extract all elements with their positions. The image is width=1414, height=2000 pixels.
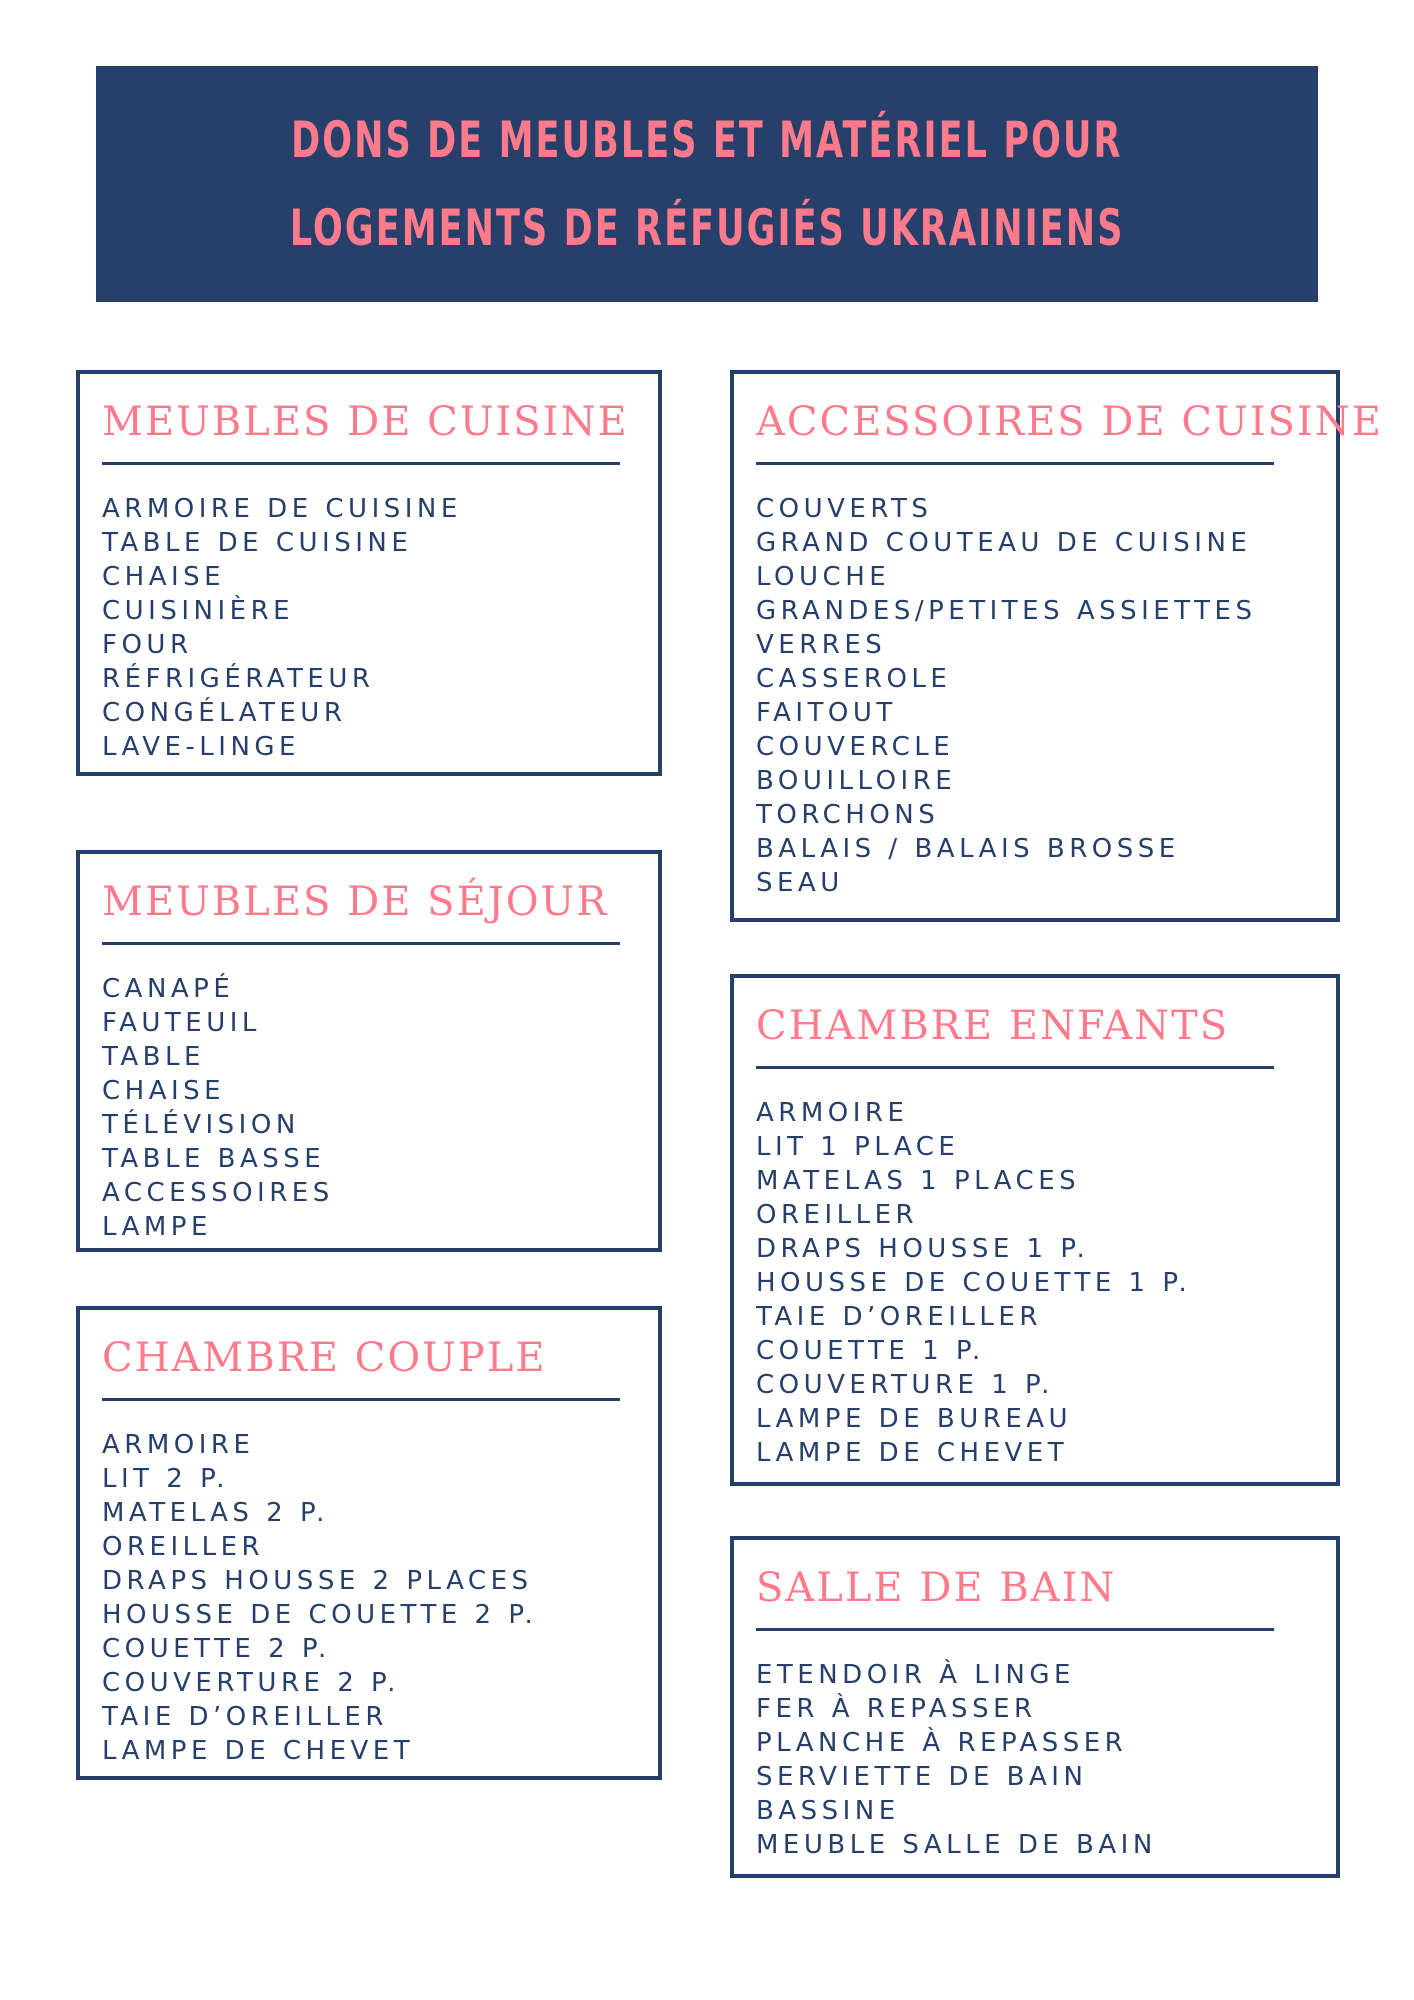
page-title-line-2: LOGEMENTS DE RÉFUGIÉS UKRAINIENS: [289, 199, 1125, 257]
section-chambre-enfants: [730, 974, 1340, 1486]
list-item: TAIE D’OREILLER: [756, 1302, 1042, 1332]
section-divider: [102, 462, 620, 465]
list-item: MATELAS 1 PLACES: [756, 1166, 1081, 1196]
item-list: [756, 1658, 1157, 1862]
list-item: FER À REPASSER: [756, 1694, 1037, 1724]
list-item: COUVERTURE 1 P.: [756, 1370, 1054, 1400]
list-item: CUISINIÈRE: [102, 596, 295, 626]
section-title: MEUBLES DE CUISINE: [102, 399, 629, 445]
list-item: LAVE-LINGE: [102, 732, 300, 762]
section-accessoires-cuisine: [730, 370, 1383, 922]
list-item: COUVERTURE 2 P.: [102, 1668, 400, 1698]
section-chambre-couple: [76, 1306, 662, 1780]
list-item: COUETTE 2 P.: [102, 1634, 331, 1664]
header-banner: [96, 66, 1318, 302]
list-item: LAMPE DE CHEVET: [102, 1736, 415, 1766]
section-divider: [102, 1398, 620, 1401]
section-meubles-sejour: [76, 850, 662, 1252]
list-item: HOUSSE DE COUETTE 2 P.: [102, 1600, 538, 1630]
section-title: ACCESSOIRES DE CUISINE: [756, 399, 1383, 445]
list-item: CHAISE: [102, 1076, 226, 1106]
section-meubles-cuisine: [76, 370, 662, 776]
list-item: FAUTEUIL: [102, 1008, 261, 1038]
list-item: LAMPE DE CHEVET: [756, 1438, 1069, 1468]
list-item: FAITOUT: [756, 698, 897, 728]
list-item: GRAND COUTEAU DE CUISINE: [756, 528, 1252, 558]
list-item: MATELAS 2 P.: [102, 1498, 329, 1528]
list-item: ARMOIRE DE CUISINE: [102, 494, 462, 524]
list-item: LIT 2 P.: [102, 1464, 229, 1494]
list-item: ACCESSOIRES: [102, 1178, 334, 1208]
section-divider: [756, 1066, 1274, 1069]
list-item: TÉLÉVISION: [102, 1110, 300, 1140]
list-item: CASSEROLE: [756, 664, 952, 694]
list-item: CANAPÉ: [102, 974, 235, 1004]
list-item: BALAIS / BALAIS BROSSE: [756, 834, 1180, 864]
section-title: CHAMBRE ENFANTS: [756, 1003, 1230, 1049]
list-item: ARMOIRE: [756, 1098, 909, 1128]
list-item: COUETTE 1 P.: [756, 1336, 985, 1366]
list-item: COUVERCLE: [756, 732, 955, 762]
list-item: GRANDES/PETITES ASSIETTES: [756, 596, 1257, 626]
list-item: MEUBLE SALLE DE BAIN: [756, 1830, 1157, 1860]
list-item: DRAPS HOUSSE 1 P.: [756, 1234, 1090, 1264]
list-item: BASSINE: [756, 1796, 900, 1826]
list-item: OREILLER: [756, 1200, 919, 1230]
item-list: [756, 1096, 1191, 1470]
list-item: ETENDOIR À LINGE: [756, 1660, 1075, 1690]
section-divider: [102, 942, 620, 945]
list-item: TABLE BASSE: [102, 1144, 326, 1174]
list-item: SERVIETTE DE BAIN: [756, 1762, 1088, 1792]
list-item: LAMPE: [102, 1212, 212, 1242]
section-divider: [756, 1628, 1274, 1631]
item-list: [102, 972, 334, 1244]
section-title: SALLE DE BAIN: [756, 1565, 1117, 1611]
list-item: OREILLER: [102, 1532, 265, 1562]
list-item: HOUSSE DE COUETTE 1 P.: [756, 1268, 1192, 1298]
section-title: MEUBLES DE SÉJOUR: [102, 879, 609, 925]
item-list: [102, 492, 462, 764]
list-item: LIT 1 PLACE: [756, 1132, 960, 1162]
list-item: RÉFRIGÉRATEUR: [102, 664, 375, 694]
list-item: COUVERTS: [756, 494, 933, 524]
section-title: CHAMBRE COUPLE: [102, 1335, 547, 1381]
section-salle-de-bain: [730, 1536, 1340, 1878]
page-title-line-1: DONS DE MEUBLES ET MATÉRIEL POUR: [291, 111, 1123, 169]
list-item: LOUCHE: [756, 562, 891, 592]
list-item: ARMOIRE: [102, 1430, 255, 1460]
list-item: VERRES: [756, 630, 887, 660]
item-list: [756, 492, 1256, 900]
list-item: PLANCHE À REPASSER: [756, 1728, 1128, 1758]
list-item: SEAU: [756, 868, 844, 898]
section-divider: [756, 462, 1274, 465]
list-item: TABLE: [102, 1042, 205, 1072]
list-item: CHAISE: [102, 562, 226, 592]
list-item: TABLE DE CUISINE: [102, 528, 413, 558]
list-item: TORCHONS: [756, 800, 940, 830]
list-item: DRAPS HOUSSE 2 PLACES: [102, 1566, 533, 1596]
list-item: BOUILLOIRE: [756, 766, 957, 796]
list-item: TAIE D’OREILLER: [102, 1702, 388, 1732]
list-item: LAMPE DE BUREAU: [756, 1404, 1073, 1434]
list-item: FOUR: [102, 630, 193, 660]
item-list: [102, 1428, 537, 1768]
list-item: CONGÉLATEUR: [102, 698, 347, 728]
